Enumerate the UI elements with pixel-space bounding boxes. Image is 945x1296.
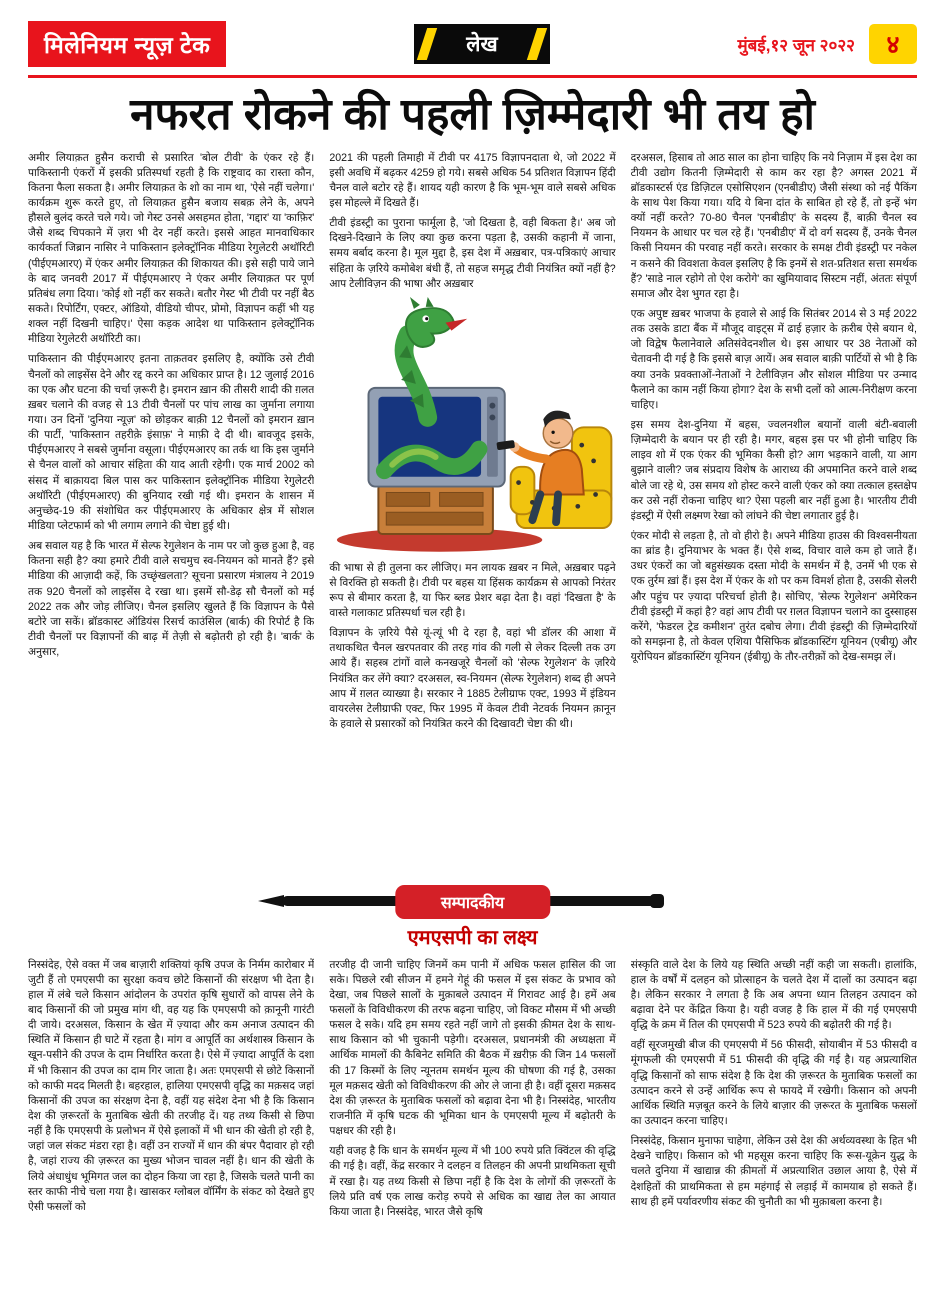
article-headline: नफरत रोकने की पहली ज़िम्मेदारी भी तय हो <box>130 90 815 139</box>
editorial-paragraph: निस्संदेह, ऐसे वक्त में जब बाज़ारी शक्तियां कृषि उपज के निर्मम कारोबार में जुटी हैं तो एमएसपी का सुरक्षा कवच छोटे किसानों की संरक्षण भी देता है। हाल में लंबे चले किसान आंदोलन के उपरांत कृषि सुधारों को वापस लेने के बाद किसानों की जो प्रमुख मांग थी, वह यह कि एमएसपी को क़ानूनी गारंटी दी जाये। दरअसल, किसान के खेत में ज़्यादा और कम अनाज उत्पादन की स्थिति में किसान ही घाटे में रहता है। मांग व आपूर्ति का अर्थशास्त्र किसान के खून-पसीने की उपज के दाम निर्धारित करता है। ऐसे में ज़्यादा आपूर्ति के दशा में भी किसान की उपज का दाम गिर जाता है। अतः एमएसपी से छोटे किसानों को काफी मदद मिलती है। बहरहाल, हालिया एमएसपी वृद्धि का मक़सद जहां किसानों की उपज का संरक्षण देना है, वहीं यह संदेश देना भी है कि किसान देश की ज़रूरतों के मुताबिक खेती की तरजीह दें। यह तथ्य किसी से छिपा नहीं है कि एमएसपी के प्रलोभन में ऐसे इलाकों में भी धान की खेती हो रही है, जहां जल संकट मंडरा रहा है। वहीं उन राज्यों में धान की बंपर पैदावार हो रही है, जहां राज्य की ज़रूरत का मुख्य भोजन चावल नहीं है। धान की खेती के लिये अंधाधुंध भूमिगत जल का दोहन किया जा रहा है, जिसके चलते पानी का स्तर काफी नीचे चला गया है। खासकर ग्लोबल वॉर्मिंग के संकट को देखते हुए ऐसी फसलों को <box>28 958 315 1213</box>
article-paragraph: 2021 की पहली तिमाही में टीवी पर 4175 विज्ञापनदाता थे, जो 2022 में इसी अवधि में बढ़कर 4259 हो गये। सबसे अधिक 54 प्रतिशत विज्ञापन हिंदी चैनल वाले बटोर रहे हैं। शायद यही कारण है कि भूम-भूम वाले सबसे अधिक इस मोहल्ले में दिखते हैं। <box>329 151 616 210</box>
article-paragraph: अब सवाल यह है कि भारत में सेल्फ रेगुलेशन के नाम पर जो कुछ हुआ है, वह कितना सही है? क्या हमारे टीवी वाले सचमुच स्व-नियमन को मानते हैं? इसे मीडिया की आज़ादी कहें, कि उच्छृंखलता? सूचना प्रसारण मंत्रालय ने 2019 तक 920 चैनलों को लाइसेंस दे रखा था। इसमें सौ-डेढ़ सौ चैनलों को मई 2022 तक और जोड़ लीजिए। चैनल इसलिए खुलते हैं कि विज्ञापन के पैसे बटोरे जा सकें। ब्रॉडकास्ट ऑडियंस रिसर्च काउंसिल (बार्क) की रिपोर्ट है कि टीवी चैनलों पर विज्ञापनों की बाढ़ में तेज़ी से बढ़ोतरी हो रही है। 'बार्क' के अनुसार, <box>28 540 315 659</box>
editorial-column-1 <box>28 958 314 1270</box>
article-paragraph: की भाषा से ही तुलना कर लीजिए। मन लायक ख़बर न मिले, अख़बार पढ़ने से विरक्ति हो सकती है। टीवी पर बहस या हिंसक कार्यक्रम से आपको निरंतर रूप से बीमार करता है, या फिर ब्लड प्रेशर बढ़ा देता है। वहां 'दिखता है' के वास्ते गलाकाट प्रतिस्पर्धा चल रही है। <box>329 561 616 619</box>
article-paragraph: टीवी इंडस्ट्री का पुराना फार्मूला है, 'जो दिखता है, वही बिकता है।' अब जो दिखने-दिखाने के लिए क्या कुछ करना पड़ता है, उसकी कहानी में जाना, समय बर्बाद करना है। मूल मुद्दा है, इस देश में अख़बार, पत्र-पत्रिकाएं आचार संहिता के ज़रिये कमोबेश बंधी हैं, तो सहज समृद्ध टीवी नियंत्रित क्यों नहीं है? आप टेलीविज़न की भाषा और अख़बार <box>329 217 616 290</box>
page-number-badge: ४ <box>869 24 917 64</box>
editorial-column-3 <box>631 958 917 1270</box>
article-column-1 <box>28 151 314 877</box>
tv-stand <box>379 484 494 533</box>
section-label: लेख <box>414 24 549 64</box>
article-column-2 <box>329 151 615 877</box>
masthead-rule <box>28 75 917 78</box>
article-paragraph: अमीर लियाक़त हुसैन कराची से प्रसारित 'बोल टीवी' के एंकर रहे हैं। पाकिस्तानी एंकरों में इसकी प्रतिस्पर्धा रहती है कि राष्ट्रवाद का रास्ता कौन, कितना फैला सकता है। अमीर लियाक़त के शो का नाम था, 'ऐसे नहीं चलेगा।' कार्यक्रम शुरू करते हुए, तो लियाक़त हुसैन बजाय सबक़ लेने के, अपने हौसले बुलंद करते चले गये। जो गेस्ट उनसे असहमत होता, 'गद्दार' या 'काफ़िर' जैसे शब्द चिपकाने में ज़रा भी देर नहीं करते। इससे आहत मानवाधिकार कार्यकर्ता जिब्रान नासिर ने पाकिस्तान इलेक्ट्रॉनिक मीडिया रेगुलेटरी अथॉरिटी (पीईएमआरए) में एंकर अमीर लियाक़त की शिकायत की। इसे सही पाये जाने के बाद जनवरी 2017 में पीईएमआरए ने एंकर अमीर लियाक़त पर पूर्ण प्रतिबंध लगा दिया। 'कोई शो नहीं कर सकते। बतौर गेस्ट भी टीवी पर नहीं बैठ सकते। रिपोर्टिंग, एक्टर, ऑडियो, वीडियो चीपर, प्रोमो, विज्ञापन कहीं भी यह शक्ल नहीं दिखनी चाहिए।' ऐसा कड़क आदेश था पाकिस्तान इलेक्ट्रॉनिक मीडिया रेगुलेटरी अथॉरिटी का। <box>28 151 315 346</box>
cartoon-illustration <box>329 297 615 556</box>
editorial-paragraph: तरजीह दी जानी चाहिए जिनमें कम पानी में अधिक फसल हासिल की जा सके। पिछले रबी सीजन में हमने गेहूं की फसल में इस संकट के प्रभाव को देखा, जब पिछले सालों के मुक़ाबले उत्पादन में गिरावट आई है। हमें अब फसलों के विविधीकरण की तरफ बढ़ना चाहिए, जो विकट मौसम में भी अच्छी फसल दे सके। यदि हम समय रहते नहीं जागे तो इसकी क़ीमत देश के साथ-साथ किसान को भी चुकानी पड़ेगी। दरअसल, प्रधानमंत्री की अध्यक्षता में आर्थिक मामलों की कैबिनेट समिति की बैठक में ख़रीफ़ की जिन 14 फसलों की 17 किस्मों के लिए न्यूनतम समर्थन मूल्य की घोषणा की गई है, उसका मूल मक़सद खेती को विविधीकरण की ओर ले जाना ही है। वहीं दूसरा मक़सद देश की ज़रूरत के मुताबिक फसलों को बढ़ावा देना भी है। निस्संदेह, भारतीय राजनीति में कृषि घटक की भूमिका धान के एमएसपी मूल्य में बढ़ोतरी के पक्षधर की रही है। <box>329 958 616 1138</box>
newspaper-brand: मिलेनियम न्यूज़ टेक <box>28 21 226 67</box>
article-paragraph: एक अपुष्ट ख़बर भाजपा के हवाले से आई कि सितंबर 2014 से 3 मई 2022 तक उसके डाटा बैंक में मौजूद वाइट्स में ढाई हज़ार के क़रीब ऐसे बयान थे, जो विद्वेष फैलानेवाले अतिसंवेदनशील थे। इस आधार पर 38 नेताओं को चेतावनी दी गई है कि इससे बाज़ आयें। अब सवाल बाक़ी पार्टियों से भी है कि क्या उनके प्रवक्ताओं-नेताओं ने टेलीविज़न और सोशल मीडिया पर उन्माद फैलाने का काम नहीं किया होगा? देश के सभी दलों को आत्म-निरीक्षण करना चाहिए। <box>630 308 917 411</box>
article-paragraph: दरअसल, हिसाब तो आठ साल का होना चाहिए कि नये निज़ाम में इस देश का टीवी उद्योग कितनी ज़िम्मेदारी से काम कर रहा है? अगस्त 2021 में ब्रॉडकास्टर्स एंड डिज़िटल एसोसिएशन (एनबीडीए) जैसी संस्था को नई पैकिंग के साथ पेश किया गया। यदि ये बिना दांत के साबित हो रहे हैं, तो इन्हें भंग क्यों नहीं करते? 70-80 चैनल 'एनबीडीए' के सदस्य हैं, बाक़ी चैनल स्व नियमन के आधार पर चल रहे हैं। 'एनबीडीए' में दो वर्ग सदस्य हैं, उनके चैनल किसी नियमन की परवाह नहीं करते। सरकार के समक्ष टीवी इंडस्ट्री पर नकेल न कसने की विवशता केवल इसलिए है कि इनमें से शत-प्रतिशत सत्ता समर्थक हैं? 'साडे नाल रहोगे तो ऐश करोगे' का खुमियावाद सिस्टम नहीं, अंततः संपूर्ण समाज और देश भुगत रहा है। <box>630 151 917 300</box>
masthead <box>28 20 917 68</box>
section-wrap <box>226 24 737 64</box>
article-paragraph: इस समय देश-दुनिया में बहस, ज्वलनशील बयानों वाली बंटी-बवाली ज़िम्मेदारी के बयान पर ही रही है। मगर, बहस इस पर भी होनी चाहिए कि लाइव शो में एक एंकर की भूमिका कैसी हो? आग भड़काने वाली, या आग बुझाने वाली? जब संप्रदाय विशेष के आराध्य की अपमानित करने वाले शब्द बोले जा रहे थे, उस समय शो होस्ट करने वाली एंकर को क्या तत्काल हस्तक्षेप कर उसे नहीं रोकना चाहिए था? ऐसा पहली बार नहीं हुआ है। भारतीय टीवी इंडस्ट्री में ऐसी लक्ष्मण रेखा को लांघने की चेष्टा लगातार हुई है। <box>630 418 917 522</box>
editorial-paragraph: वहीं सूरजमुखी बीज की एमएसपी में 56 फीसदी, सोयाबीन में 53 फीसदी व मूंगफली की एमएसपी में 51 फीसदी की वृद्धि की गई है। यह अप्रत्याशित वृद्धि किसानों को साफ संदेश है कि देश की ज़रूरत के मुताबिक फसलों का उत्पादन करने से उन्हें आर्थिक रूप से फायदे में रखेगी। किसान को अपनी आर्थिक स्थिति मज़बूत करने के लिये बाज़ार की ज़रूरत के मुताबिक फसलों का उत्पादन करना चाहिए। <box>630 1039 917 1127</box>
editorial-paragraph: निस्संदेह, किसान मुनाफा चाहेगा, लेकिन उसे देश की अर्थव्यवस्था के हित भी देखने चाहिए। किसान को भी महसूस करना चाहिए कि रूस-यूक्रेन युद्ध के चलते दुनिया में खाद्यान्न की क़ीमतों में अप्रत्याशित उछाल आया है, ऐसे में देशहितों की प्राथमिकता से हम महंगाई से लड़ाई में कामयाब हो सकते हैं। साथ ही हमें पर्यावरणीय संकट की चुनौती का भी मुक़ाबला करना है। <box>630 1135 917 1208</box>
article-paragraph: एंकर मोदी से लड़ता है, तो वो हीरो है। अपने मीडिया हाउस की विश्वसनीयता का ब्रांड है। दुनियाभर के भक्त हैं। ऐसे शब्द, विचार वाले कम हो जाते हैं। उधर एंकरों का जो बहुसंख्यक दस्ता मोदी के समर्थन में है, उनमें भी एक से एक तुर्रम ख़ां हैं। इस देश में एंकर के शो पर कम विमर्श होता है, उसकी सेलरी और पहुंच पर ज़्यादा परिचर्चा होती है। सोचिए, 'सेल्फ रेगुलेशन' अमेरिकन टीवी इंडस्ट्री में कहां है? वहां आप टीवी पर ग़लत विज्ञापन चलाने का दुस्साहस करेंगे, 'फेडरल ट्रेड कमीशन' तुरंत दबोच लेगा। टीवी इंडस्ट्री की ज़िम्मेदारियों को समझना है, तो केवल एशिया पैसिफिक ब्रॉडकास्टिंग यूनियन (एबीयू) और यूरोपियन ब्रॉडकास्टिंग यूनियन (ईबीयू) के तौर-तरीक़ों को देख-समझ लें। <box>630 529 917 664</box>
editorial-column-2 <box>329 958 615 1270</box>
editorial-paragraph: यही वजह है कि धान के समर्थन मूल्य में भी 100 रुपये प्रति क्विंटल की वृद्धि की गई है। वहीं, केंद्र सरकार ने दलहन व तिलहन की अपनी प्राथमिकता सूची में रखा है। यह तथ्य किसी से छिपा नहीं है कि देश के लोगों की ज़रूरतों के लिये प्रति वर्ष एक लाख करोड़ रुपये से अधिक का खाद्य तेल का आयात किया जाता है। निस्संदेह, भारत जैसे कृषि <box>329 1145 616 1218</box>
article-body <box>28 151 917 877</box>
editorial-paragraph: संस्कृति वाले देश के लिये यह स्थिति अच्छी नहीं कही जा सकती। हालांकि, हाल के वर्षों में दलहन को प्रोत्साहन के चलते देश में दालों का उत्पादन बढ़ा है। लेकिन सरकार ने लगता है कि अब अपना ध्यान तिलहन उत्पादन को बढ़ावा देने पर केंद्रित किया है। यही वजह है कि हाल में की गई एमएसपी वृद्धि के क्रम में तिल की एमएसपी में 523 रुपये की बढ़ोतरी की गई है। <box>630 958 917 1032</box>
editorial-body <box>28 958 917 1270</box>
editorial-section-header <box>258 885 688 917</box>
viewer-on-sofa <box>497 410 612 527</box>
article-paragraph: विज्ञापन के ज़रिये पैसे यूं-त्यूं भी दे रहा है, वहां भी डॉलर की आशा में तथाकथित चैनल खरपतवार की तरह गांव की गली से लेकर दिल्ली तक उग आये हैं। सहस्त्र टांगों वाले कनखजूरे चैनलों को 'सेल्फ रेगुलेशन' के ज़रिये नियंत्रित कर लेंगे क्या? दरअसल, स्व-नियमन (सेल्फ रेगुलेशन) शब्द ही अपने आप में ग़लत व्याख्या है। सरकार ने 1885 टेलीग्राफ एक्ट, 1993 में इंडियन वायरलेस टेलीग्राफी एक्ट, फिर 1995 में केवल टीवी नेटवर्क नियमन क़ानून के हवाले से प्रसारकों को नियंत्रित करने की दिखावटी चेष्टा की थी। <box>329 627 616 730</box>
article-paragraph: पाकिस्तान की पीईएमआरए इतना ताक़तवर इसलिए है, क्योंकि उसे टीवी चैनलों को लाइसेंस देने और रद्द करने का अधिकार प्राप्त है। 12 जुलाई 2016 का एक और घटना की चर्चा ज़रूरी है। इमरान ख़ान की तीसरी शादी की ग़लत ख़बर चलाने की वजह से 13 टीवी चैनलों पर पांच लाख का जुर्माना लगाया गया। उन दिनों 'दुनिया न्यूज़' को छोड़कर बाक़ी 12 चैनलों को इमरान ख़ान की पार्टी, 'पाकिस्तान तहरीक़े इंसाफ़' ने माफ़ी दे दी थी। बावजूद इसके, पीईएमआरए ने सबसे जुर्माना वसूला। पीईएमआरए का तर्क था कि इस जुर्माने से चैनल वालों को आचार संहिता की याद आती रहेगी। एक मार्च 2002 को संसद में बाक़ायदा बिल पास कर पाकिस्तान इलेक्ट्रॉनिक मीडिया रेगुलेटरी अथॉरिटी (पीईएमआरए) की बुनियाद रखी गई थी। इमरान के शासन में अनुच्छेद-19 की संशोधित कर पीईएमआरए के अधिकार क्षेत्र में सोशल मीडिया प्लेटफार्म को भी लगाम लगाने की चेष्टा हुई थी। <box>28 353 315 532</box>
dateline: मुंबई,१२ जून २०२२ <box>737 35 855 55</box>
editorial-title: एमएसपी का लक्ष्य <box>407 926 538 949</box>
article-column-3 <box>631 151 917 877</box>
editorial-label: सम्पादकीय <box>395 885 550 919</box>
tv-dragon-cartoon <box>329 297 615 556</box>
